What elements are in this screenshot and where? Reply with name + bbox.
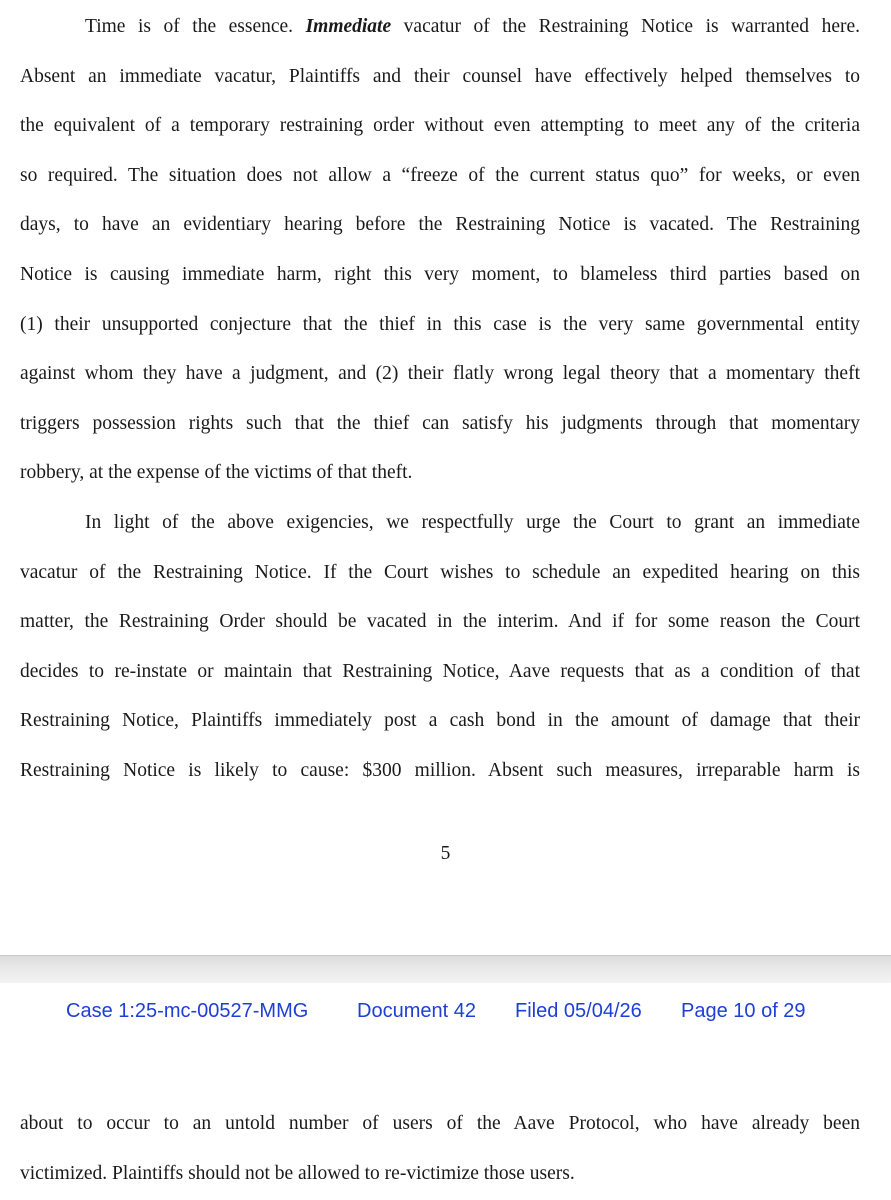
text-line: the equivalent of a temporary restraining order without even attempting to meet any of the criteria [20, 115, 860, 137]
page-number: 5 [440, 843, 451, 864]
text-line: about to occur to an untold number of users of the Aave Protocol, who have already been [20, 1113, 860, 1134]
text-line: triggers possession rights such that the thief can satisfy his judgments through that momentary [20, 412, 860, 434]
text-line: Absent an immediate vacatur, Plaintiffs and their counsel have effectively helped themselves to [20, 65, 860, 87]
page-separator [0, 955, 891, 984]
text-line: (1) their unsupported conjecture that the thief in this case is the very same governmental entity [20, 313, 860, 335]
text-line: vacatur of the Restraining Notice. If the Court wishes to schedule an expedited hearing on this [20, 561, 860, 583]
paragraph-1 [20, 2, 860, 498]
paragraph-continuation [20, 1099, 860, 1198]
text-line: matter, the Restraining Order should be vacated in the interim. And if for some reason the Court [20, 611, 860, 633]
text-line: In light of the above exigencies, we respectfully urge the Court to grant an immediate [85, 512, 860, 533]
emphasis-immediate: Immediate [305, 16, 392, 37]
text-line: Time is of the essence. Immediate vacatur of the Restraining Notice is warranted here. [85, 16, 860, 37]
filed-date: Filed 05/04/26 [515, 1000, 642, 1022]
text-line: decides to re-instate or maintain that Restraining Notice, Aave requests that as a condition of that [20, 660, 860, 682]
text-line: robbery, at the expense of the victims of that theft. [20, 462, 413, 484]
text-line: Notice is causing immediate harm, right this very moment, to blameless third parties based on [20, 263, 860, 285]
text-line: Restraining Notice, Plaintiffs immediately post a cash bond in the amount of damage that their [20, 710, 860, 732]
text-line: victimized. Plaintiffs should not be allowed to re-victimize those users. [20, 1162, 575, 1184]
text-line: days, to have an evidentiary hearing before the Restraining Notice is vacated. The Restraining [20, 214, 860, 236]
case-number: Case 1:25-mc-00527-MMG [66, 1000, 309, 1022]
text-line: so required. The situation does not allow a “freeze of the current status quo” for weeks, or even [20, 164, 860, 186]
text-line: Restraining Notice is likely to cause: $300 million. Absent such measures, irreparable harm is [20, 759, 860, 781]
document-number: Document 42 [357, 1000, 476, 1022]
text-line: against whom they have a judgment, and (2) their flatly wrong legal theory that a momentary theft [20, 363, 860, 385]
paragraph-2 [20, 498, 860, 796]
page-count: Page 10 of 29 [681, 1000, 806, 1022]
